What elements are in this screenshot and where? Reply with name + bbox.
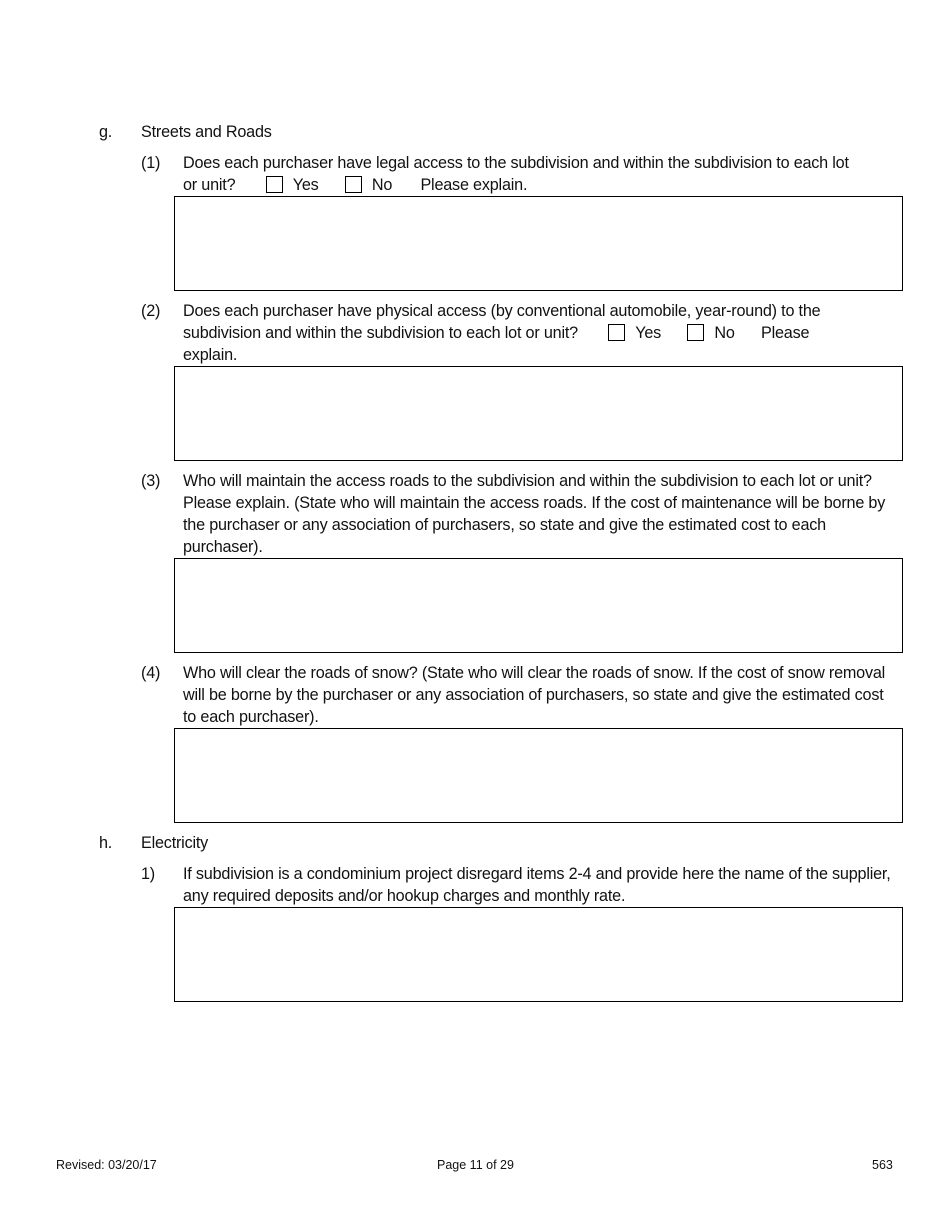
section-h-title: Electricity (141, 834, 209, 852)
item-h1-answer-box[interactable] (174, 907, 903, 1002)
item-g2-no-option[interactable] (687, 322, 734, 344)
item-g2-question-line2 (183, 322, 809, 344)
item-g1-no-label: No (371, 176, 393, 194)
item-g3-question: Who will maintain the access roads to the subdivision and within the subdivision to each lot or unit? Please explain. (State who will maintain the access roads. If the cost of maintenance will be borne by the purchaser or any association of purchasers, so state and give the estimated cost to each purchaser). (183, 472, 886, 556)
item-g2-no-checkbox[interactable] (687, 324, 704, 341)
item-g2-number: (2) (141, 302, 161, 320)
item-g2-answer-box[interactable] (174, 366, 903, 461)
item-g2-no-label: No (714, 324, 735, 342)
item-g1-explain-label: Please explain. (420, 176, 528, 194)
item-g1-number: (1) (141, 154, 161, 172)
item-g3-answer-box[interactable] (174, 558, 903, 653)
item-g2-question-line1: Does each purchaser have physical access (by conventional automobile, year-round) to the (183, 302, 821, 320)
item-h1-question: If subdivision is a condominium project disregard items 2-4 and provide here the name of the supplier, any required deposits and/or hookup charges and monthly rate. (183, 865, 891, 905)
section-g-letter: g. (99, 123, 113, 141)
item-g2-yes-label: Yes (635, 324, 662, 342)
item-g3-number: (3) (141, 472, 161, 490)
section-h-letter: h. (99, 834, 113, 852)
item-g2-question-prefix: subdivision and within the subdivision to each lot or unit? (183, 324, 578, 342)
footer-revised-date: Revised: 03/20/17 (56, 1158, 157, 1172)
item-g4-number: (4) (141, 664, 161, 682)
item-g2-yes-option[interactable] (608, 322, 661, 344)
item-g4-question: Who will clear the roads of snow? (State who will clear the roads of snow. If the cost of snow removal will be borne by the purchaser or any association of purchasers, so state and give the estimated cost to each purchaser). (183, 664, 886, 726)
footer-form-number: 563 (872, 1158, 893, 1172)
item-g1-question-prefix: or unit? (183, 176, 236, 194)
item-g1-no-checkbox[interactable] (345, 176, 362, 193)
section-g-title: Streets and Roads (141, 123, 272, 141)
item-g1-question-line1: Does each purchaser have legal access to the subdivision and within the subdivision to each lot (183, 154, 849, 172)
item-g1-no-option[interactable] (345, 174, 392, 196)
item-g2-question-line3: explain. (183, 346, 238, 364)
item-h1-number: 1) (141, 865, 155, 883)
item-g1-yes-option[interactable] (266, 174, 319, 196)
item-g2-please-label: Please (760, 324, 810, 342)
item-g1-yes-checkbox[interactable] (266, 176, 283, 193)
item-g2-yes-checkbox[interactable] (608, 324, 625, 341)
footer-page-number: Page 11 of 29 (437, 1158, 514, 1172)
item-g1-question-line2 (183, 174, 527, 196)
item-g4-answer-box[interactable] (174, 728, 903, 823)
item-g1-yes-label: Yes (292, 176, 319, 194)
item-g1-answer-box[interactable] (174, 196, 903, 291)
